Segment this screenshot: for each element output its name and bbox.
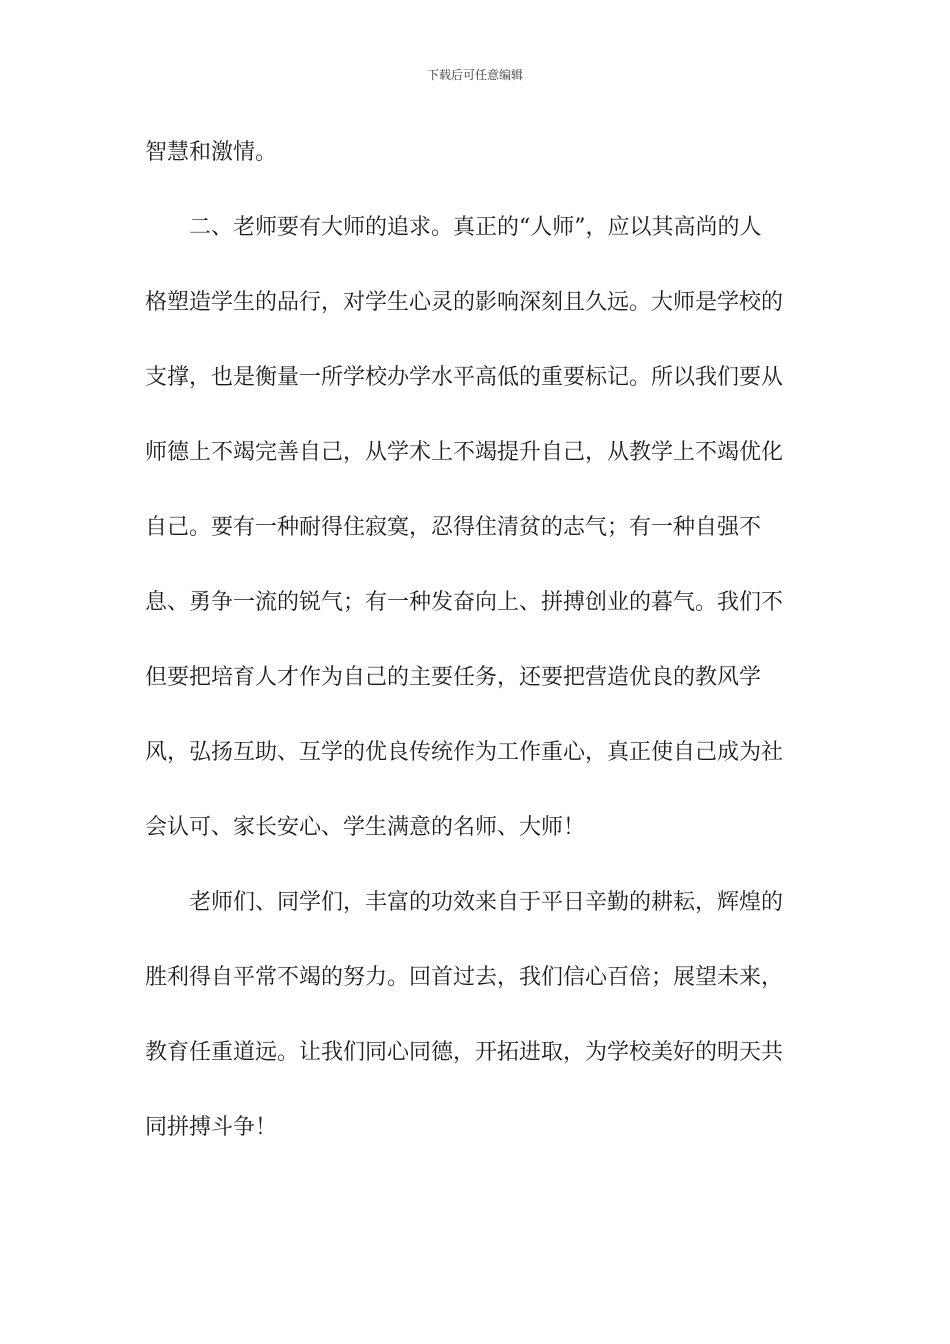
body-line-12: 胜利得自平常不竭的努力。回首过去，我们信心百倍；展望未来， <box>145 965 784 990</box>
body-line-4: 支撑，也是衡量一所学校办学水平高低的重要标记。所以我们要从 <box>145 365 784 390</box>
body-line-9: 风，弘扬互助、互学的优良传统作为工作重心，真正使自己成为社 <box>145 740 784 765</box>
body-line-8: 但要把培育人才作为自己的主要任务，还要把营造优良的教风学 <box>145 665 762 690</box>
body-line-10: 会认可、家长安心、学生满意的名师、大师！ <box>145 815 586 840</box>
body-line-5: 师德上不竭完善自己，从学术上不竭提升自己，从教学上不竭优化 <box>145 440 784 465</box>
body-line-3: 格塑造学生的品行，对学生心灵的影响深刻且久远。大师是学校的 <box>145 290 784 315</box>
body-line-7: 息、勇争一流的锐气；有一种发奋向上、拼搏创业的暮气。我们不 <box>145 590 784 615</box>
paragraph-2-line-1: 二、老师要有大师的追求。真正的“人师”，应以其高尚的人 <box>189 215 762 240</box>
paragraph-3-line-1: 老师们、同学们，丰富的功效来自于平日辛勤的耕耘，辉煌的 <box>189 890 784 915</box>
body-line-13: 教育任重道远。让我们同心同德，开拓进取，为学校美好的明天共 <box>145 1040 784 1065</box>
body-line-1: 智慧和激情。 <box>145 140 278 165</box>
body-line-6: 自己。要有一种耐得住寂寞，忍得住清贫的志气；有一种自强不 <box>145 515 762 540</box>
body-line-14: 同拼搏斗争！ <box>145 1115 278 1140</box>
page-header: 下载后可任意编辑 <box>426 68 523 82</box>
